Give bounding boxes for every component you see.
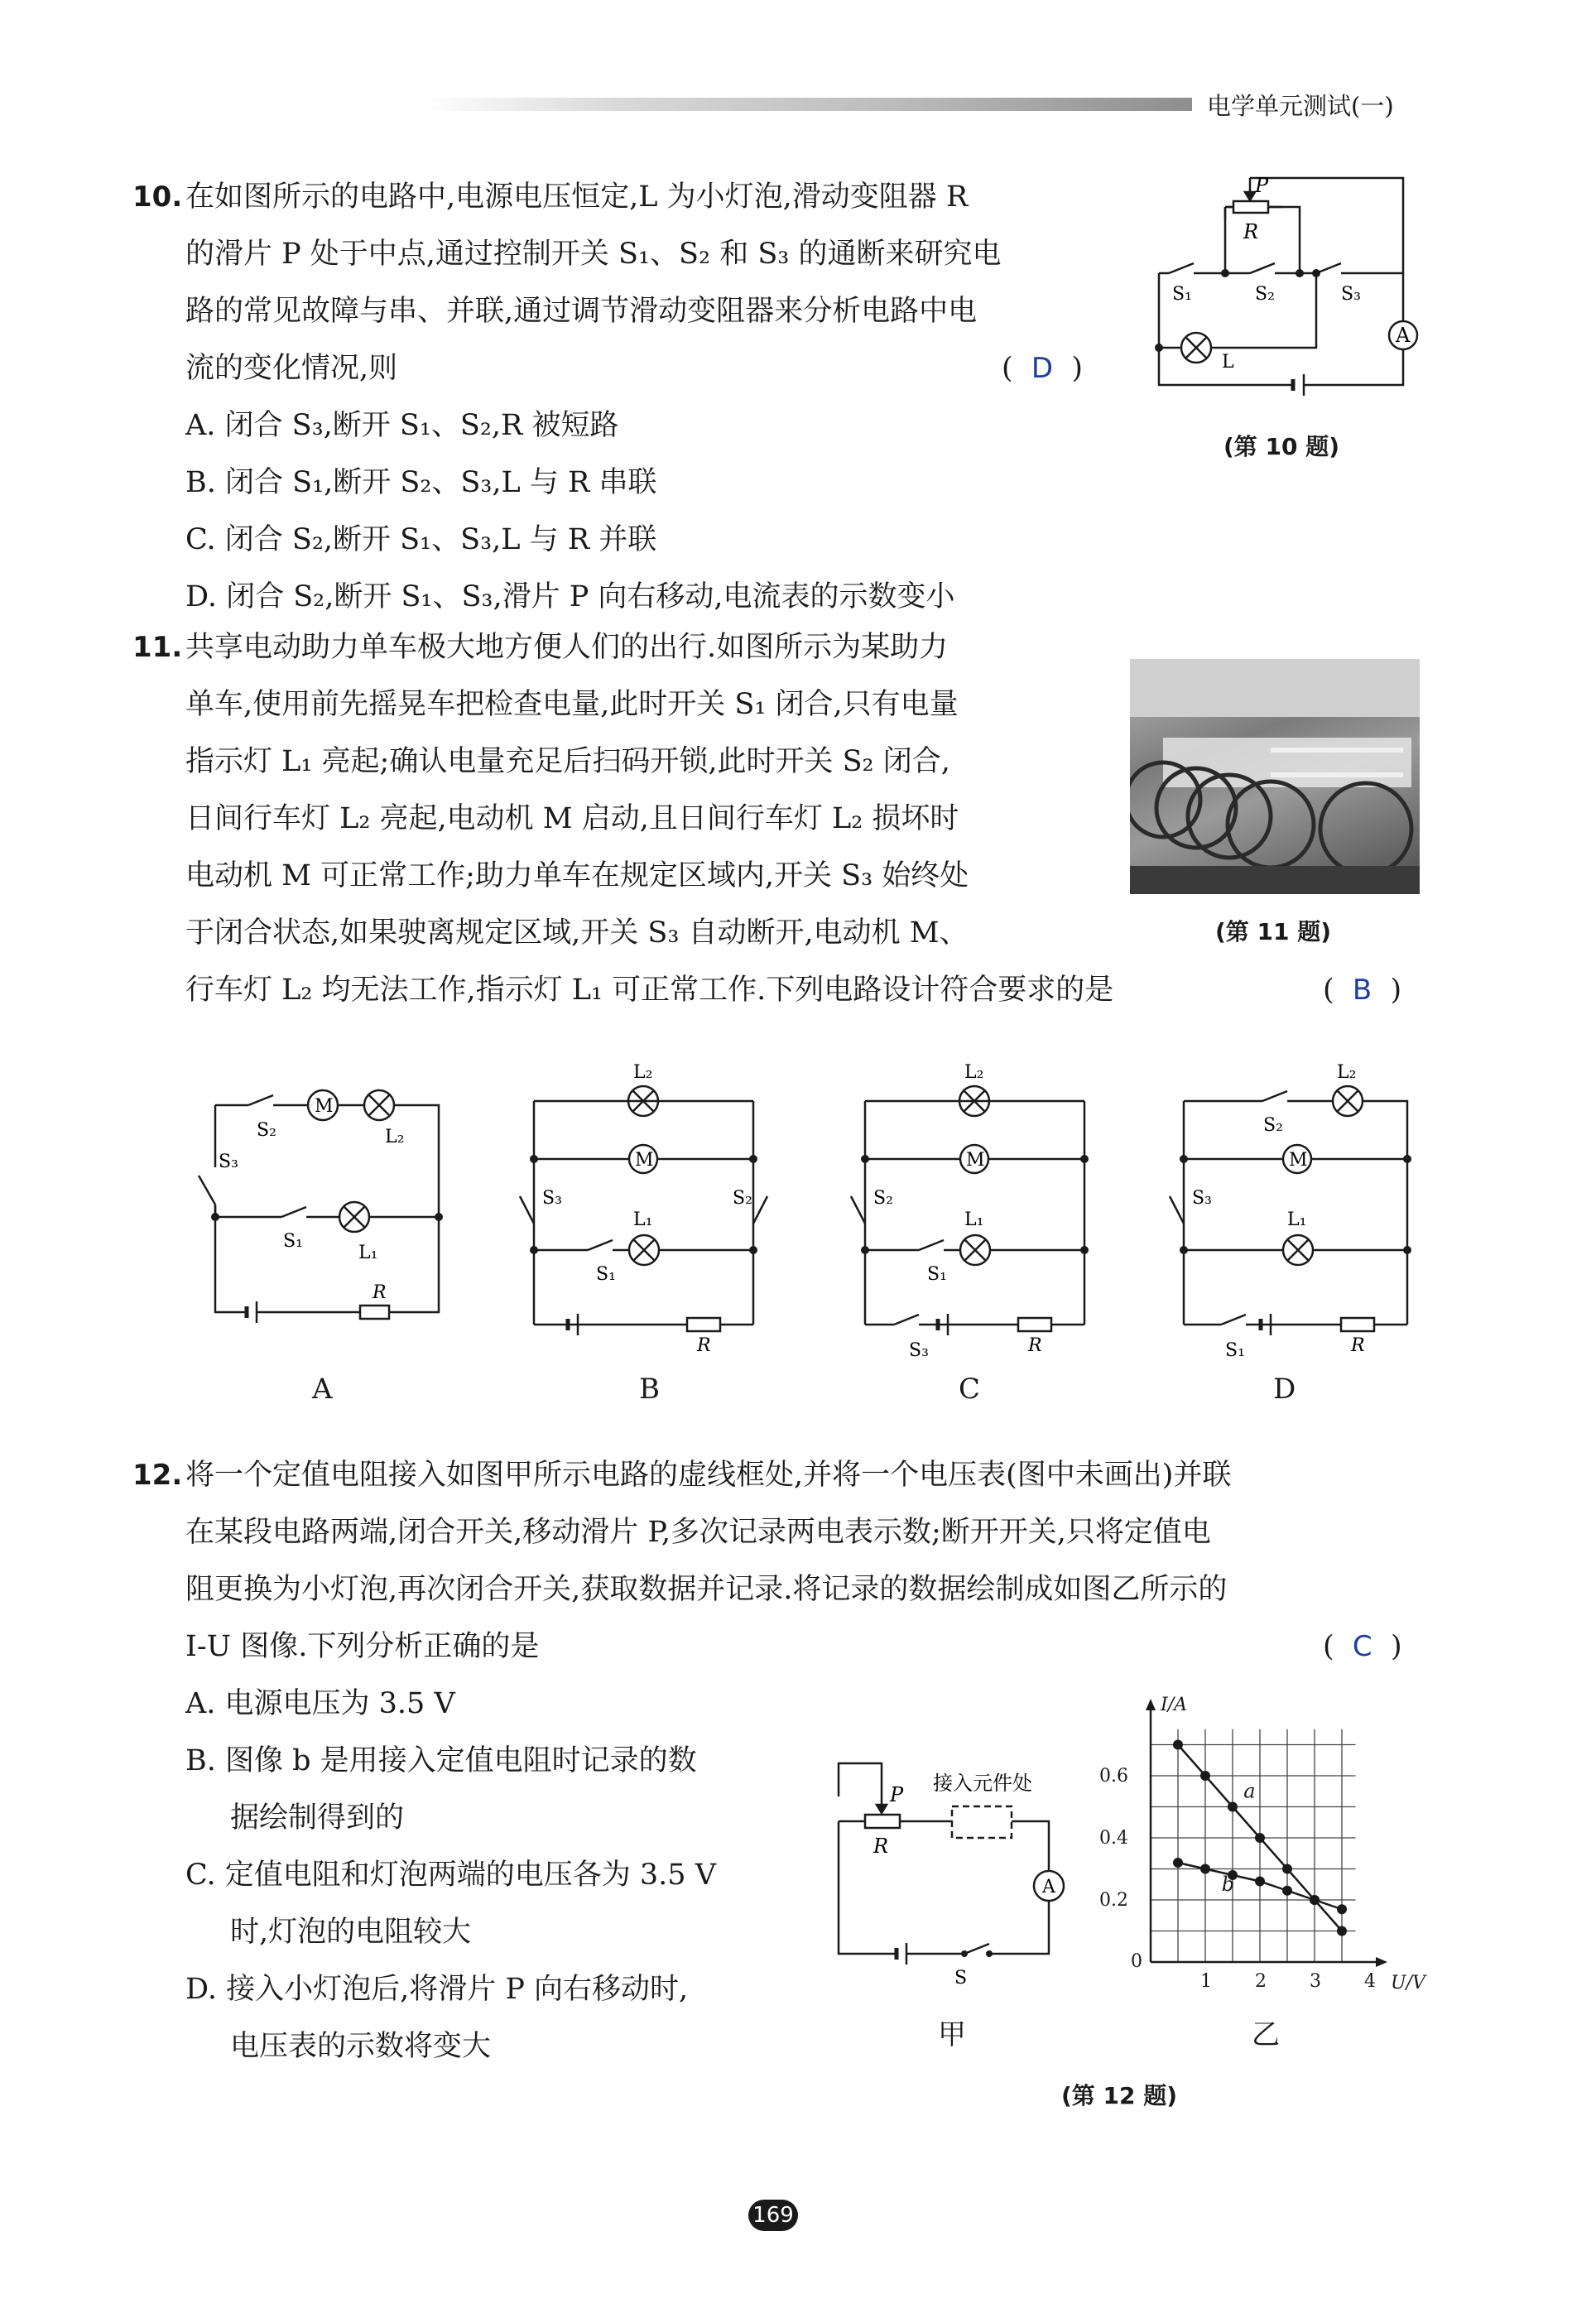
svg-text:S₂: S₂ [257, 1120, 276, 1141]
q11-line-6: 于闭合状态,如果驶离规定区域,开关 S₃ 自动断开,电动机 M、 [185, 916, 969, 950]
svg-text:R: R [373, 1282, 387, 1303]
shared-bicycle-photo [1130, 659, 1420, 894]
q11-line-2: 单车,使用前先摇晃车把检查电量,此时开关 S₁ 闭合,只有电量 [185, 688, 959, 721]
svg-text:S₂: S₂ [1263, 1115, 1283, 1136]
q12-line-1: 将一个定值电阻接入如图甲所示电路的虚线框处,并将一个电压表(图中未画出)并联 [185, 1459, 1232, 1492]
q12-option-d-cont: 电压表的示数将变大 [230, 2030, 492, 2063]
x-tick-label: 3 [1310, 1971, 1321, 1992]
q12-option-b: B. 图像 b 是用接入定值电阻时记录的数 [185, 1744, 697, 1777]
svg-text:L₂: L₂ [964, 1062, 984, 1083]
q10-caption: (第 10 题) [1223, 433, 1340, 460]
svg-text:L₁: L₁ [964, 1209, 984, 1230]
series-point-b [1310, 1895, 1320, 1905]
svg-text:A: A [1042, 1877, 1055, 1897]
y-axis-label: I/A [1161, 1695, 1187, 1715]
q11-option-d-label: D [1273, 1373, 1296, 1406]
q10-line-1: 在如图所示的电路中,电源电压恒定,L 为小灯泡,滑动变阻器 R [185, 180, 969, 214]
q10-line-3: 路的常见故障与串、并联,通过调节滑动变阻器来分析电路中电 [185, 295, 978, 328]
q10-label-s1: S₁ [1172, 284, 1192, 305]
svg-text:M: M [966, 1150, 985, 1171]
q11-line-3: 指示灯 L₁ 亮起;确认电量充足后扫码开锁,此时开关 S₂ 闭合, [185, 745, 950, 778]
series-label-b: b [1221, 1872, 1235, 1896]
x-axis-label: U/V [1391, 1973, 1425, 1993]
q10-label-s3: S₃ [1341, 284, 1361, 305]
x-tick-label: 4 [1364, 1971, 1376, 1992]
q12-box-label: 接入元件处 [933, 1772, 1032, 1795]
series-point-a [1282, 1864, 1292, 1874]
q10-label-l: L [1222, 352, 1234, 373]
svg-text:L₂: L₂ [1337, 1062, 1357, 1083]
svg-text:S₃: S₃ [1192, 1188, 1212, 1209]
svg-text:R: R [1028, 1335, 1042, 1356]
svg-text:M: M [635, 1150, 654, 1171]
q12-circuit-jia [824, 1747, 1089, 1995]
header-bar [422, 98, 1192, 111]
svg-text:S₁: S₁ [596, 1264, 616, 1285]
svg-text:S₂: S₂ [733, 1188, 752, 1209]
q10-label-p: P [1255, 174, 1269, 197]
chart-axes [1146, 1699, 1387, 1967]
series-point-a [1228, 1802, 1238, 1812]
x-tick-label: 2 [1255, 1971, 1267, 1992]
svg-text:R: R [1351, 1335, 1365, 1356]
q11-option-c-label: C [959, 1373, 981, 1406]
q12-fig-yi-label: 乙 [1252, 2018, 1280, 2051]
svg-text:L₂: L₂ [385, 1127, 405, 1147]
y-axis-arrow [1146, 1699, 1156, 1710]
q12-iu-chart [1084, 1689, 1449, 1995]
y-tick-label: 0.6 [1099, 1766, 1128, 1787]
q10-number: 10. [132, 180, 183, 214]
q12-fig-jia-label: 甲 [938, 2018, 966, 2051]
series-point-a [1173, 1740, 1183, 1750]
q10-option-c: C. 闭合 S₂,断开 S₁、S₃,L 与 R 并联 [185, 523, 657, 556]
chart-ticks [1099, 1695, 1427, 1993]
q11-line-1: 共享电动助力单车极大地方便人们的出行.如图所示为某助力 [185, 631, 949, 664]
x-tick-label: 1 [1200, 1971, 1212, 1992]
svg-text:L₁: L₁ [358, 1243, 378, 1263]
page-number: 169 [748, 2200, 798, 2231]
y-tick-label: 0.2 [1099, 1890, 1128, 1911]
svg-text:L₁: L₁ [633, 1209, 653, 1230]
q10-label-r: R [1243, 220, 1259, 243]
svg-text:P: P [890, 1783, 904, 1806]
q12-option-a: A. 电源电压为 3.5 V [185, 1687, 455, 1720]
svg-text:S₃: S₃ [909, 1340, 929, 1358]
svg-text:R: R [873, 1835, 889, 1858]
series-point-a [1255, 1833, 1265, 1843]
q11-line-5: 电动机 M 可正常工作;助力单车在规定区域内,开关 S₃ 始终处 [185, 859, 969, 892]
q10-option-a: A. 闭合 S₃,断开 S₁、S₂,R 被短路 [185, 409, 619, 442]
q10-option-d: D. 闭合 S₂,断开 S₁、S₃,滑片 P 向右移动,电流表的示数变小 [185, 580, 955, 613]
svg-text:S₃: S₃ [542, 1188, 562, 1209]
svg-text:M: M [1289, 1150, 1308, 1171]
q12-option-c: C. 定值电阻和灯泡两端的电压各为 3.5 V [185, 1859, 716, 1892]
q12-answer: ( C ) [1323, 1630, 1402, 1663]
q11-number: 11. [132, 631, 183, 664]
origin-label: 0 [1131, 1951, 1142, 1972]
svg-text:S₁: S₁ [283, 1231, 303, 1252]
series-point-b [1255, 1877, 1265, 1887]
q10-option-b: B. 闭合 S₁,断开 S₂、S₃,L 与 R 串联 [185, 466, 657, 499]
q11-caption: (第 11 题) [1215, 918, 1332, 945]
x-axis-arrow [1376, 1957, 1387, 1967]
q10-line-4: 流的变化情况,则 [185, 352, 398, 385]
series-point-b [1282, 1886, 1292, 1896]
q11-option-b-label: B [639, 1373, 660, 1406]
series-label-a: a [1243, 1779, 1256, 1803]
q10-label-a: A [1396, 324, 1411, 347]
svg-text:R: R [697, 1335, 711, 1356]
q11-option-circuits [190, 1051, 1482, 1358]
q11-answer: ( B ) [1323, 974, 1402, 1007]
q11-line-4: 日间行车灯 L₂ 亮起,电动机 M 启动,且日间行车灯 L₂ 损坏时 [185, 802, 959, 835]
svg-text:S: S [954, 1968, 968, 1989]
q12-line-4: I-U 图像.下列分析正确的是 [185, 1630, 540, 1663]
svg-text:S₁: S₁ [927, 1264, 947, 1285]
svg-text:S₁: S₁ [1225, 1340, 1245, 1358]
q12-option-b-cont: 据绘制得到的 [230, 1801, 405, 1835]
header-title: 电学单元测试(一) [1207, 92, 1394, 120]
q10-line-2: 的滑片 P 处于中点,通过控制开关 S₁、S₂ 和 S₃ 的通断来研究电 [185, 238, 1002, 271]
q12-line-3: 阻更换为小灯泡,再次闭合开关,获取数据并记录.将记录的数据绘制成如图乙所示的 [185, 1573, 1228, 1606]
svg-text:L₁: L₁ [1287, 1209, 1307, 1230]
series-point-b [1337, 1904, 1347, 1914]
svg-text:S₂: S₂ [873, 1188, 893, 1209]
svg-text:L₂: L₂ [633, 1062, 653, 1083]
q10-label-s2: S₂ [1255, 284, 1275, 305]
q11-line-7: 行车灯 L₂ 均无法工作,指示灯 L₁ 可正常工作.下列电路设计符合要求的是 [185, 974, 1114, 1007]
q12-caption: (第 12 题) [1061, 2082, 1178, 2109]
q12-option-c-cont: 时,灯泡的电阻较大 [230, 1916, 472, 1949]
y-tick-label: 0.4 [1099, 1828, 1128, 1849]
series-point-b [1173, 1858, 1183, 1868]
series-point-a [1200, 1771, 1210, 1781]
svg-text:S₃: S₃ [219, 1152, 238, 1172]
q12-number: 12. [132, 1459, 183, 1492]
q11-option-a-label: A [312, 1373, 333, 1406]
series-point-b [1200, 1864, 1210, 1874]
series-point-a [1337, 1926, 1347, 1936]
chart-grid [1151, 1729, 1356, 1962]
q12-line-2: 在某段电路两端,闭合开关,移动滑片 P,多次记录两电表示数;断开开关,只将定值电 [185, 1516, 1211, 1549]
q12-option-d: D. 接入小灯泡后,将滑片 P 向右移动时, [185, 1973, 689, 2006]
svg-text:M: M [315, 1096, 334, 1117]
q10-circuit-figure [1142, 166, 1424, 414]
q10-answer: ( D ) [1002, 352, 1084, 385]
